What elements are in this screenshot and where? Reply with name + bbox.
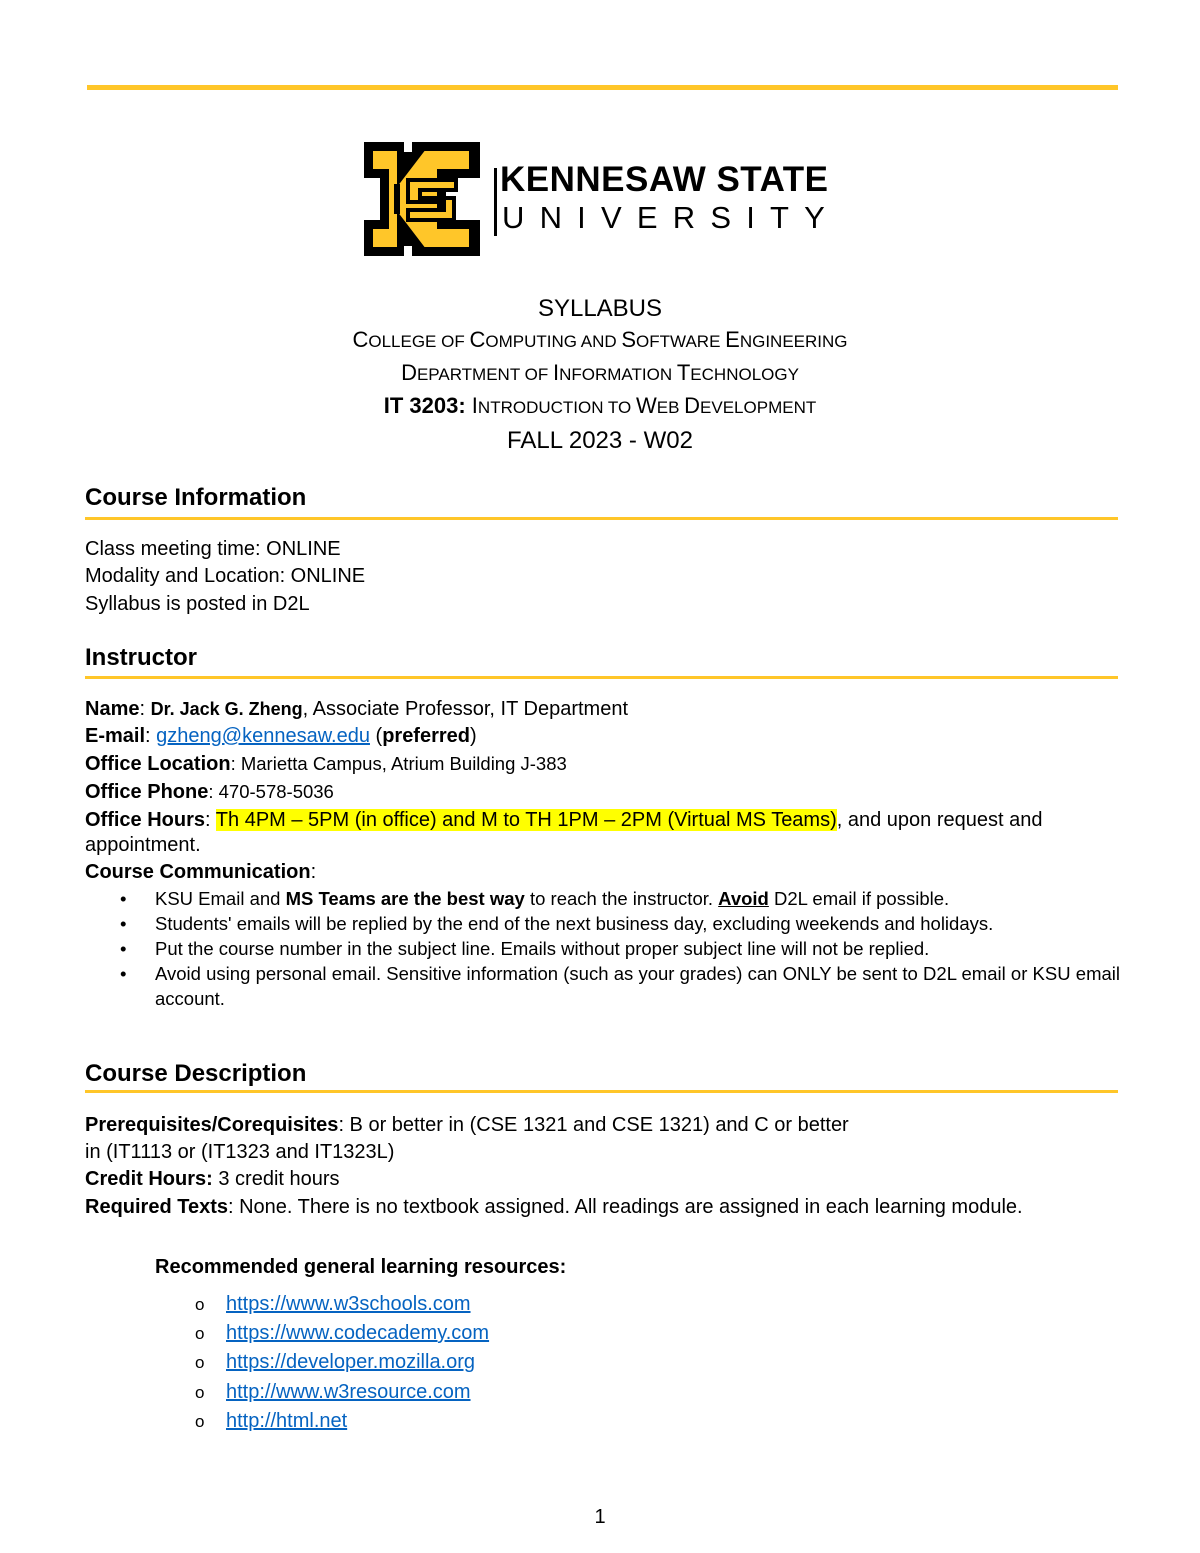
prerequisites-line-2: in (IT1113 or (IT1323 and IT1323L) — [85, 1141, 395, 1164]
ks-monogram-icon — [360, 138, 484, 260]
term-line: FALL 2023 - W02 — [507, 427, 693, 454]
modality-location: Modality and Location: ONLINE — [85, 565, 366, 588]
office-hours-highlight: Th 4PM – 5PM (in office) and M to TH 1PM – 2PM (Virtual MS Teams) — [215, 809, 837, 831]
instructor-name-line: Name: Dr. Jack G. Zheng, Associate Professor, IT Department — [85, 698, 629, 720]
page-number: 1 — [594, 1506, 606, 1528]
instructor-email-line: E-mail: gzheng@kennesaw.edu (preferred) — [85, 725, 477, 747]
course-description-heading: Course Description — [85, 1060, 307, 1087]
list-item: • Avoid using personal email. Sensitive information (such as your grades) can ONLY be sent to D2L email or KSU email account. — [120, 963, 1120, 1009]
recommended-resources-heading: Recommended general learning resources: — [155, 1256, 567, 1278]
communication-bullets — [85, 886, 1120, 1011]
instructor-body — [85, 696, 1120, 1011]
course-line: IT 3203: INTRODUCTION TO WEB DEVELOPMENT — [383, 393, 817, 418]
list-item: o https://www.codecademy.com — [195, 1322, 490, 1345]
resource-link-htmlnet[interactable]: http://html.net — [226, 1409, 348, 1432]
top-accent-rule — [87, 85, 1118, 90]
list-item: • KSU Email and MS Teams are the best way to reach the instructor. Avoid D2L email if possible. — [120, 888, 950, 909]
department-line: DEPARTMENT OF INFORMATION TECHNOLOGY — [401, 360, 799, 385]
instructor-heading: Instructor — [85, 644, 198, 671]
university-logo — [360, 138, 850, 260]
logo-divider — [494, 168, 497, 236]
list-item: o https://developer.mozilla.org — [195, 1351, 476, 1374]
resource-link-codecademy[interactable]: https://www.codecademy.com — [226, 1322, 490, 1345]
office-location-line: Office Location: Marietta Campus, Atrium Building J-383 — [85, 753, 567, 775]
logo-wordmark-line1: KENNESAW STATE — [500, 160, 829, 199]
course-description-body — [85, 1112, 1120, 1221]
course-information-heading: Course Information — [85, 484, 307, 511]
logo-wordmark-line2: UNIVERSITY — [502, 200, 841, 235]
course-information-body — [85, 536, 1120, 618]
resource-link-mozilla[interactable]: https://developer.mozilla.org — [226, 1351, 476, 1374]
section-rule — [85, 1090, 1118, 1093]
resource-list — [195, 1290, 489, 1436]
class-meeting-time: Class meeting time: ONLINE — [85, 538, 341, 560]
office-phone-line: Office Phone: 470-578-5036 — [85, 781, 334, 803]
list-item: • Students' emails will be replied by the end of the next business day, excluding weekends and holidays. — [120, 913, 994, 934]
section-rule — [85, 676, 1118, 679]
list-item: • Put the course number in the subject line. Emails without proper subject line will not be replied. — [120, 938, 930, 959]
resource-link-w3resource[interactable]: http://www.w3resource.com — [226, 1380, 471, 1403]
office-hours-line: Office Hours: Th 4PM – 5PM (in office) and M to TH 1PM – 2PM (Virtual MS Teams), and upon request and appointment. — [85, 809, 1043, 856]
prerequisites-line: Prerequisites/Corequisites: B or better in (CSE 1321 and CSE 1321) and C or better — [85, 1114, 849, 1136]
course-communication-line: Course Communication: — [85, 861, 317, 883]
syllabus-heading: SYLLABUS — [537, 295, 663, 322]
list-item: o https://www.w3schools.com — [195, 1293, 471, 1315]
credit-hours-line: Credit Hours: 3 credit hours — [85, 1168, 340, 1191]
instructor-name: Dr. Jack G. Zheng — [150, 699, 303, 719]
required-texts-line: Required Texts: None. There is no textbook assigned. All readings are assigned in each learning module. — [85, 1195, 1023, 1218]
syllabus-title-block — [0, 293, 1200, 456]
section-rule — [85, 517, 1118, 520]
resource-link-w3schools[interactable]: https://www.w3schools.com — [226, 1293, 471, 1315]
syllabus-location: Syllabus is posted in D2L — [85, 592, 310, 615]
list-item: o http://www.w3resource.com — [195, 1380, 471, 1403]
list-item: o http://html.net — [195, 1409, 348, 1432]
instructor-email-link[interactable]: gzheng@kennesaw.edu — [156, 725, 370, 747]
college-line: COLLEGE OF COMPUTING AND SOFTWARE ENGINEERING — [352, 327, 848, 352]
